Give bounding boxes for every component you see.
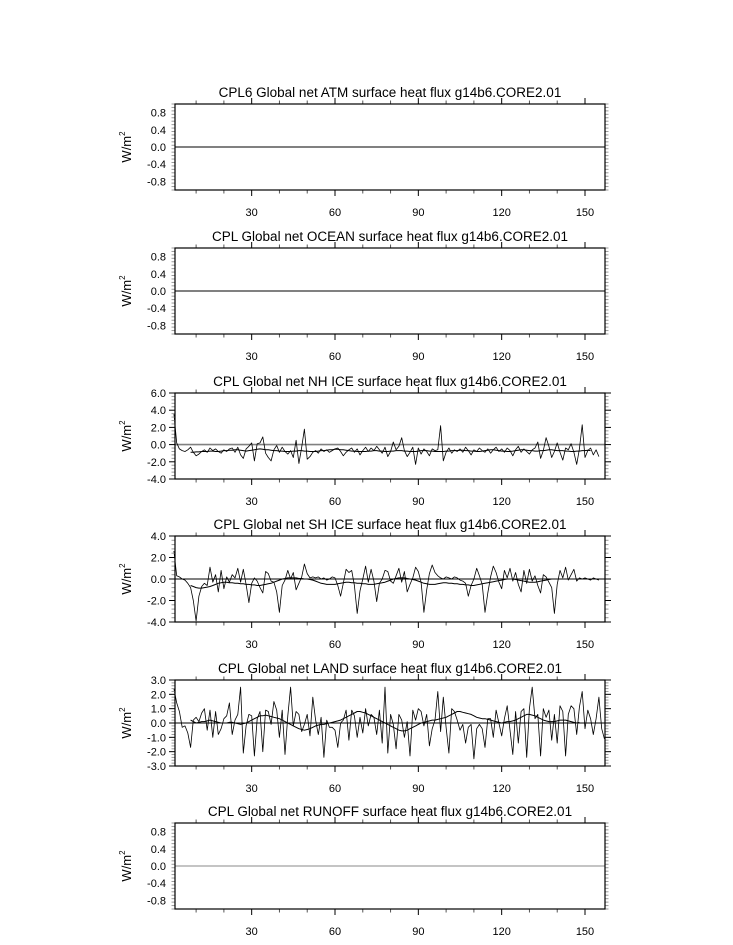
x-tick-label: 120: [492, 783, 511, 795]
y-tick-label: -0.4: [147, 878, 166, 891]
y-tick-label: -0.4: [147, 303, 166, 316]
x-tick-label: 90: [412, 639, 425, 651]
x-tick-label: 30: [245, 496, 258, 508]
panel-title: CPL Global net OCEAN surface heat flux g14b6.CORE2.01: [212, 229, 568, 244]
y-tick-label: 1.0: [150, 703, 166, 716]
x-tick-label: 60: [328, 351, 342, 363]
x-tick-label: 120: [492, 926, 511, 938]
y-tick-label: -4.0: [147, 474, 166, 486]
x-tick-label: 150: [575, 783, 595, 795]
y-axis-label-superscript: 2: [118, 131, 127, 136]
x-tick-label: 30: [245, 207, 258, 219]
x-tick-label: 150: [575, 496, 595, 508]
y-axis-label-text: W/m: [119, 424, 134, 452]
y-axis-label-superscript: 2: [118, 850, 127, 855]
x-tick-label: 150: [575, 207, 595, 219]
y-tick-label: 0.8: [150, 826, 166, 839]
panel-title: CPL Global net NH ICE surface heat flux g14b6.CORE2.01: [213, 374, 567, 389]
panel-atm: [118, 85, 609, 219]
series-line-monthly: [174, 551, 599, 621]
panel-title: CPL6 Global net ATM surface heat flux g14b6.CORE2.01: [218, 85, 562, 100]
y-tick-label: 0.0: [150, 142, 166, 154]
panel-title: CPL Global net RUNOFF surface heat flux g14b6.CORE2.01: [207, 804, 573, 819]
x-tick-label: 30: [245, 926, 258, 938]
y-tick-label: -0.8: [147, 895, 166, 908]
x-tick-label: 30: [245, 639, 258, 651]
y-axis-label-text: W/m: [119, 279, 134, 307]
y-axis-label-text: W/m: [119, 135, 134, 163]
y-tick-label: 2.0: [150, 689, 166, 702]
x-tick-label: 60: [328, 783, 342, 795]
x-tick-label: 150: [575, 639, 595, 651]
y-tick-label: 2.0: [150, 552, 166, 565]
y-tick-label: -2.0: [147, 595, 166, 608]
x-tick-label: 120: [492, 639, 511, 651]
y-tick-label: 0.0: [150, 439, 166, 452]
y-tick-label: 2.0: [150, 422, 166, 435]
y-axis-label: [118, 275, 134, 307]
series-line-monthly: [174, 414, 599, 465]
x-tick-label: 60: [328, 639, 342, 651]
y-tick-label: -1.0: [147, 732, 166, 745]
panel-nh-ice: [118, 374, 611, 508]
x-tick-label: 90: [412, 783, 425, 795]
y-axis-label-text: W/m: [119, 711, 134, 739]
y-axis-label: [118, 707, 134, 739]
y-tick-label: -0.8: [147, 176, 166, 189]
panel-sh-ice: [118, 517, 611, 651]
x-tick-label: 90: [412, 926, 425, 938]
y-tick-label: -0.8: [147, 320, 166, 333]
y-tick-label: -3.0: [147, 761, 166, 773]
y-axis-label: [118, 131, 134, 163]
y-tick-label: 3.0: [150, 675, 166, 687]
panel-runoff: [118, 804, 609, 938]
y-axis-label-text: W/m: [119, 854, 134, 882]
x-tick-label: 120: [492, 207, 511, 219]
x-tick-label: 150: [575, 351, 595, 363]
x-tick-label: 120: [492, 496, 511, 508]
x-tick-label: 30: [245, 783, 258, 795]
y-tick-label: 0.4: [150, 268, 166, 281]
y-tick-label: 6.0: [150, 388, 166, 400]
x-tick-label: 90: [412, 207, 425, 219]
y-axis-label-text: W/m: [119, 567, 134, 595]
y-axis-label-superscript: 2: [118, 563, 127, 568]
y-tick-label: -2.0: [147, 746, 166, 759]
y-tick-label: -0.4: [147, 159, 166, 172]
x-tick-label: 120: [492, 351, 511, 363]
y-tick-label: 0.8: [150, 107, 166, 120]
y-tick-label: 4.0: [150, 531, 166, 543]
y-tick-label: 0.8: [150, 251, 166, 264]
panel-ocean: [118, 229, 609, 363]
y-tick-label: 0.4: [150, 843, 166, 856]
plot-frame: [175, 393, 605, 479]
y-tick-label: 0.0: [150, 718, 166, 730]
x-tick-label: 150: [575, 926, 595, 938]
y-tick-label: -2.0: [147, 456, 166, 469]
y-tick-label: 4.0: [150, 405, 166, 418]
x-tick-label: 90: [412, 496, 425, 508]
y-tick-label: -4.0: [147, 617, 166, 629]
panel-land: [118, 661, 611, 795]
y-axis-label-superscript: 2: [118, 420, 127, 425]
x-tick-label: 90: [412, 351, 425, 363]
panel-title: CPL Global net LAND surface heat flux g14b6.CORE2.01: [218, 661, 562, 676]
y-tick-label: 0.4: [150, 124, 166, 137]
y-axis-label: [118, 563, 134, 595]
y-axis-label-superscript: 2: [118, 275, 127, 280]
x-tick-label: 60: [328, 207, 342, 219]
y-axis-label-superscript: 2: [118, 707, 127, 712]
y-axis-label: [118, 850, 134, 882]
y-tick-label: 0.0: [150, 286, 166, 298]
panel-title: CPL Global net SH ICE surface heat flux g14b6.CORE2.01: [213, 517, 567, 532]
x-tick-label: 60: [328, 496, 342, 508]
y-tick-label: 0.0: [150, 861, 166, 873]
x-tick-label: 60: [328, 926, 342, 938]
y-tick-label: 0.0: [150, 574, 166, 586]
x-tick-label: 30: [245, 351, 258, 363]
y-axis-label: [118, 420, 134, 452]
